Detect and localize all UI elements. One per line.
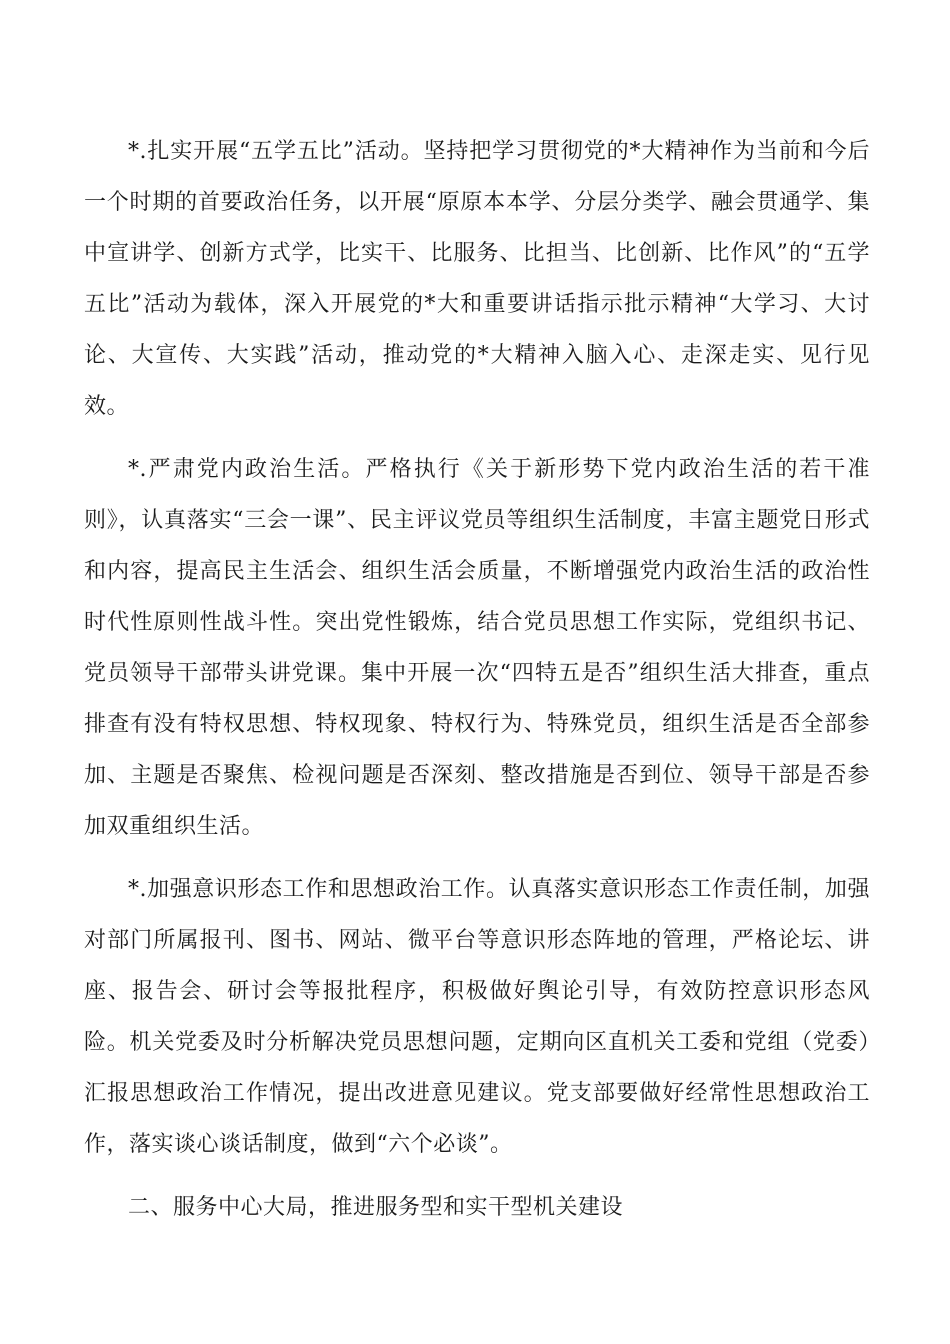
section-heading: 二、服务中心大局，推进服务型和实干型机关建设: [128, 1195, 624, 1220]
paragraph-five-study-five-compare: *.扎实开展“五学五比”活动。坚持把学习贯彻党的*大精神作为当前和今后一个时期的首要政治任务，以开展“原原本本学、分层分类学、融会贯通学、集中宣讲学、创新方式学，比实干、比服务、比担当、比创新、比作风”的“五学五比”活动为载体，深入开展党的*大和重要讲话指示批示精神“大学习、大讨论、大宣传、大实践”活动，推动党的*大精神入脑入心、走深走实、见行见效。: [84, 139, 870, 419]
paragraph-party-political-life: *.严肃党内政治生活。严格执行《关于新形势下党内政治生活的若干准则》，认真落实“三会一课”、民主评议党员等组织生活制度，丰富主题党日形式和内容，提高民主生活会、组织生活会质量，不断增强党内政治生活的政治性时代性原则性战斗性。突出党性锻炼，结合党员思想工作实际，党组织书记、党员领导干部带头讲党课。集中开展一次“四特五是否”组织生活大排查，重点排查有没有特权思想、特权现象、特权行为、特殊党员，组织生活是否全部参加、主题是否聚焦、检视问题是否深刻、整改措施是否到位、领导干部是否参加双重组织生活。: [84, 457, 870, 839]
document-body: [84, 126, 870, 1233]
paragraph-ideology-work: *.加强意识形态工作和思想政治工作。认真落实意识形态工作责任制，加强对部门所属报刊、图书、网站、微平台等意识形态阵地的管理，严格论坛、讲座、报告会、研讨会等报批程序，积极做好舆论引导，有效防控意识形态风险。机关党委及时分析解决党员思想问题，定期向区直机关工委和党组（党委）汇报思想政治工作情况，提出改进意见建议。党支部要做好经常性思想政治工作，落实谈心谈话制度，做到“六个必谈”。: [84, 877, 870, 1157]
